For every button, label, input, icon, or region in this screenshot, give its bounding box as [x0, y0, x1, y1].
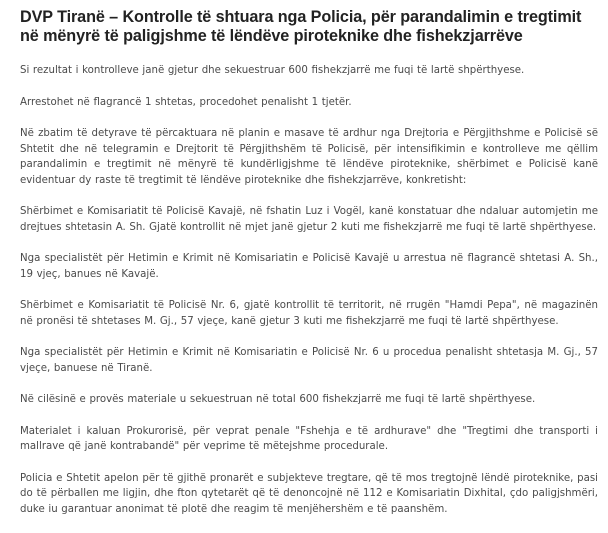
article-content — [20, 8, 598, 533]
paragraph-summary: Si rezultat i kontrolleve janë gjetur dhe sekuestruar 600 fishekzjarrë me fuqi të lartë shpërthyese. — [20, 65, 525, 76]
paragraph-prosecution-station-6: Nga specialistët për Hetimin e Krimit në Komisariatin e Policisë Nr. 6 u procedua penalisht shtetasja M. Gj., 57 vjeçe, banuese në Tiranë. — [20, 347, 598, 374]
paragraph-context: Në zbatim të detyrave të përcaktuara në planin e masave të ardhur nga Drejtoria e Përgjithshme e Policisë së Shtetit dhe në telegramin e Drejtorit të Përgjithshëm të Policisë, për intensifikimin e kontrolleve me qëllim parandalimin e tregtimit në mënyrë të kundërligjshme të lëndëve piroteknike, shërbimet e Policisë kanë evidentuar dy raste të tregtimit të lëndëve piroteknike dhe fishekzjarrëve, konkretisht: — [20, 128, 598, 186]
paragraph-prosecutor-referral: Materialet i kaluan Prokurorisë, për veprat penale "Fshehja e të ardhurave" dhe "Tregtimi dhe transporti i mallrave që janë kontrabandë" për veprime të mëtejshme procedurale. — [20, 425, 598, 452]
article-title: DVP Tiranë – Kontrolle të shtuara nga Policia, për parandalimin e tregtimit në mënyrë të paligjshme të lëndëve piroteknike dhe fishekzjarrëve — [20, 8, 582, 45]
paragraph-police-appeal: Policia e Shtetit apelon për të gjithë pronarët e subjekteve tregtare, që të mos tregtojnë lëndë piroteknike, pasi do të përballen me ligjin, dhe fton qytetarët që të denoncojnë në 112 e Komisariatin Dixhital, çdo paligjshmëri, duke iu garantuar anonimat të plotë dhe reagim të menjëhershëm e të paanshëm. — [20, 472, 598, 515]
paragraph-seizure-total: Në cilësinë e provës materiale u sekuestruan në total 600 fishekzjarrë me fuqi të lartë shpërthyese. — [20, 394, 536, 405]
paragraph-arrest-kavaje: Nga specialistët për Hetimin e Krimit në Komisariatin e Policisë Kavajë u arrestua në flagrancë shtetasi A. Sh., 19 vjeç, banues në Kavajë. — [20, 253, 598, 280]
paragraph-case-station-6: Shërbimet e Komisariatit të Policisë Nr. 6, gjatë kontrollit të territorit, në rrugën "Hamdi Pepa", në magazinën në pronësi të shtetases M. Gj., 57 vjeçe, kanë gjetur 3 kuti me fishekzjarrë me fuqi të lartë shpërthyese. — [20, 300, 598, 327]
paragraph-case-kavaje: Shërbimet e Komisariatit të Policisë Kavajë, në fshatin Luz i Vogël, kanë konstatuar dhe ndaluar automjetin me drejtues shtetasin A. Sh. Gjatë kontrollit në mjet janë gjetur 2 kuti me fishekzjarrë me fuqi të lartë shpërthyese. — [20, 206, 598, 233]
paragraph-arrest-summary: Arrestohet në flagrancë 1 shtetas, procedohet penalisht 1 tjetër. — [20, 96, 352, 108]
